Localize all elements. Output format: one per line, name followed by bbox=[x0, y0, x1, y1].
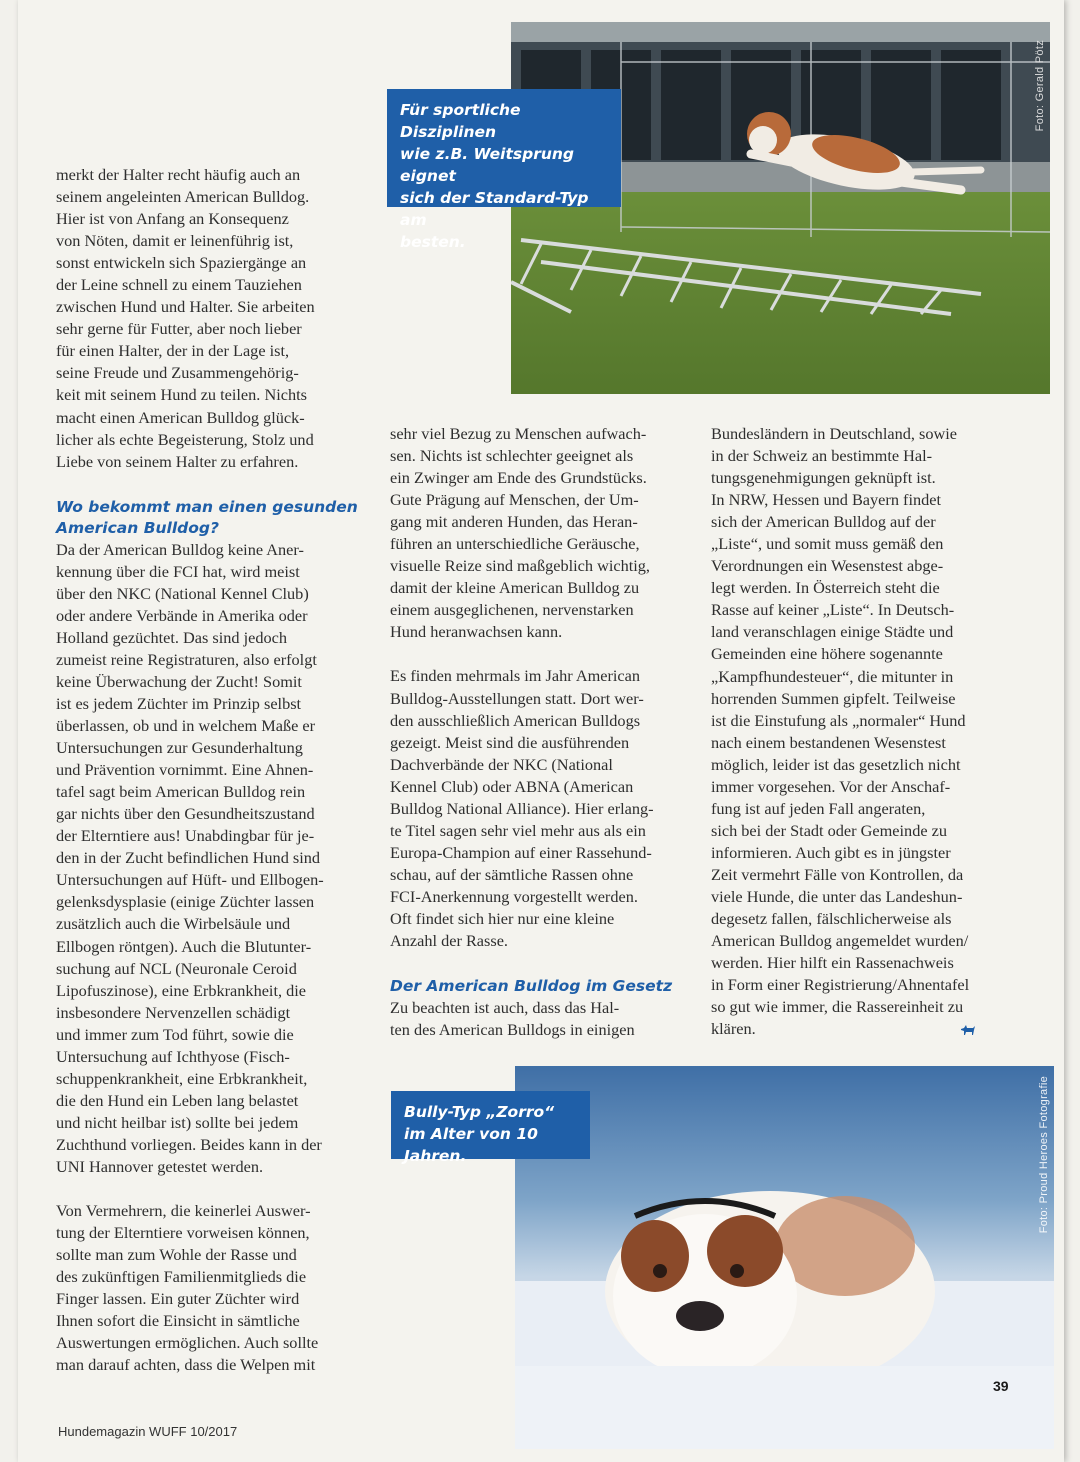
text-line: „Liste“, und somit muss gemäß den bbox=[711, 534, 944, 554]
text-line: schau, auf der sämtliche Rassen ohne bbox=[390, 864, 634, 884]
snow-bulldog-illustration bbox=[515, 1066, 1054, 1449]
text-line: Gute Prägung auf Menschen, der Um- bbox=[390, 490, 639, 510]
text-line: Finger lassen. Ein guter Züchter wird bbox=[56, 1289, 300, 1309]
caption-line: sich der Standard-Typ am bbox=[400, 189, 589, 229]
text-line: kennung über die FCI hat, wird meist bbox=[56, 561, 300, 581]
right-column bbox=[711, 423, 1011, 1042]
text-line: „Kampfhundesteuer“, die mitunter in bbox=[711, 666, 954, 686]
text-line: und Prävention vornimmt. Eine Ahnen- bbox=[56, 760, 314, 780]
text-line: für einen Halter, der in der Lage ist, bbox=[56, 341, 290, 361]
text-line: tungsgenehmigungen geknüpft ist. bbox=[711, 468, 936, 488]
text-line: in der Schweiz an bestimmte Hal- bbox=[711, 446, 933, 466]
text-line: Bulldog National Alliance). Hier erlang- bbox=[390, 798, 654, 818]
text-line: sehr gerne für Futter, aber noch lieber bbox=[56, 319, 302, 339]
text-line: sich der American Bulldog auf der bbox=[711, 512, 936, 532]
text-line: tafel sagt beim American Bulldog rein bbox=[56, 782, 306, 802]
section-heading: Der American Bulldog im Gesetz bbox=[390, 977, 673, 996]
snow-bulldog-photo bbox=[515, 1066, 1054, 1449]
text-line: informieren. Auch gibt es in jüngster bbox=[711, 842, 951, 862]
text-line: ten des American Bulldogs in einigen bbox=[390, 1020, 635, 1040]
text-line: über den NKC (National Kennel Club) bbox=[56, 583, 309, 603]
text-line: FCI-Anerkennung vorgestellt werden. bbox=[390, 886, 638, 906]
text-line: Zuchthund vorliegen. Beides kann in der bbox=[56, 1134, 322, 1154]
text-line: nach einem bestandenen Wesenstest bbox=[711, 732, 946, 752]
text-line: land veranschlagen einige Städte und bbox=[711, 622, 954, 642]
middle-column bbox=[390, 423, 690, 1041]
dog-silhouette-icon bbox=[960, 1020, 976, 1042]
text-line: den ausschließlich American Bulldogs bbox=[390, 710, 641, 730]
text-line: keine Überwachung der Zucht! Somit bbox=[56, 671, 302, 691]
paragraph bbox=[390, 997, 690, 1041]
text-line: immer vorgesehen. Vor der Anschaf- bbox=[711, 776, 951, 796]
paragraph bbox=[390, 665, 690, 952]
text-line: der Elterntiere aus! Unabdingbar für je- bbox=[56, 826, 315, 846]
text-line: In NRW, Hessen und Bayern findet bbox=[711, 490, 942, 510]
text-line: Hier ist von Anfang an Konsequenz bbox=[56, 209, 289, 229]
text-line: überlassen, ob und in welchem Maße er bbox=[56, 716, 316, 736]
text-line: ist es jedem Züchter im Prinzip selbst bbox=[56, 693, 302, 713]
paragraph bbox=[56, 539, 366, 1178]
text-line: möglich, leider ist das gesetzlich nicht bbox=[711, 754, 961, 774]
text-line: schuppenkrankheit, eine Erbkrankheit, bbox=[56, 1068, 308, 1088]
text-line: gelenksdysplasie (einige Züchter lassen bbox=[56, 892, 315, 912]
text-line: UNI Hannover getestet werden. bbox=[56, 1156, 264, 1176]
text-line: sich bei der Stadt oder Gemeinde zu bbox=[711, 820, 947, 840]
top-photo-caption bbox=[387, 89, 621, 251]
photo-credit: Foto: Gerald Pötz bbox=[1034, 40, 1046, 132]
text-line: ist die Einstufung als „normaler“ Hund bbox=[711, 710, 966, 730]
text-line: Zeit vermehrt Fälle von Kontrollen, da bbox=[711, 864, 964, 884]
text-line: Anzahl der Rasse. bbox=[390, 931, 508, 951]
text-line: licher als echte Begeisterung, Stolz und bbox=[56, 429, 314, 449]
paragraph bbox=[711, 423, 1011, 1042]
text-line: in Form einer Registrierung/Ahnentafel bbox=[711, 975, 970, 995]
text-line: fung ist auf jeden Fall angeraten, bbox=[711, 798, 926, 818]
caption-line: Für sportliche Disziplinen bbox=[400, 101, 521, 141]
text-line: American Bulldog angemeldet wurden/ bbox=[711, 931, 969, 951]
text-line: und nicht heilbar ist) sollte bei jedem bbox=[56, 1112, 299, 1132]
text-line: ein Zwinger am Ende des Grundstücks. bbox=[390, 468, 647, 488]
magazine-footer: Hundemagazin WUFF 10/2017 bbox=[58, 1424, 238, 1439]
caption-line: im Alter von 10 Jahren. bbox=[404, 1125, 538, 1165]
text-line: te Titel sagen sehr viel mehr aus als ein bbox=[390, 820, 646, 840]
text-line: Holland gezüchtet. Das sind jedoch bbox=[56, 627, 288, 647]
text-line: visuelle Reize sind maßgeblich wichtig, bbox=[390, 556, 650, 576]
text-line: die den Hund ein Leben lang belastet bbox=[56, 1090, 299, 1110]
text-line: Da der American Bulldog keine Aner- bbox=[56, 539, 304, 559]
text-line: und immer zum Tod führt, sowie die bbox=[56, 1024, 294, 1044]
text-line: oder andere Verbände in Amerika oder bbox=[56, 605, 308, 625]
text-line: gezeigt. Meist sind die ausführenden bbox=[390, 732, 630, 752]
text-line: Untersuchung auf Ichthyose (Fisch- bbox=[56, 1046, 290, 1066]
text-line: Ihnen sofort die Einsicht in sämtliche bbox=[56, 1311, 300, 1331]
text-line: gar nichts über den Gesundheitszustand bbox=[56, 804, 315, 824]
text-line: gang mit anderen Hunden, das Heran- bbox=[390, 512, 638, 532]
text-line: zumeist reine Registraturen, also erfolgt bbox=[56, 649, 317, 669]
paragraph bbox=[56, 164, 366, 473]
heading-line: Wo bekommt man einen gesunden bbox=[56, 497, 358, 516]
left-column bbox=[56, 164, 366, 1376]
text-line: Es finden mehrmals im Jahr American bbox=[390, 666, 641, 686]
text-line: den in der Zucht befindlichen Hund sind bbox=[56, 848, 321, 868]
text-line: legt werden. In Österreich steht die bbox=[711, 578, 940, 598]
text-line: Dachverbände der NKC (National bbox=[390, 754, 613, 774]
text-line: Lipofuszinose), eine Erbkrankheit, die bbox=[56, 980, 307, 1000]
text-line: Liebe von seinem Halter zu erfahren. bbox=[56, 451, 299, 471]
paragraph bbox=[56, 1200, 366, 1376]
text-line: des zukünftigen Familienmitglieds die bbox=[56, 1267, 307, 1287]
text-line: seinem angeleinten American Bulldog. bbox=[56, 187, 310, 207]
text-line: damit der kleine American Bulldog zu bbox=[390, 578, 640, 598]
section-heading bbox=[56, 497, 366, 539]
text-line: zwischen Hund und Halter. Sie arbeiten bbox=[56, 297, 315, 317]
text-line: Von Vermehrern, die keinerlei Auswer- bbox=[56, 1201, 311, 1221]
text-line: sonst entwickeln sich Spaziergänge an bbox=[56, 253, 307, 273]
text-line: einem ausgeglichenen, nervenstarken bbox=[390, 600, 634, 620]
bottom-photo-caption bbox=[391, 1091, 590, 1165]
text-line: Bundesländern in Deutschland, sowie bbox=[711, 424, 957, 443]
text-line: Ellbogen röntgen). Auch die Blutunter- bbox=[56, 936, 312, 956]
text-line: Kennel Club) oder ABNA (American bbox=[390, 776, 634, 796]
text-line: suchung auf NCL (Neuronale Ceroid bbox=[56, 958, 297, 978]
text-line: sollte man zum Wohle der Rasse und bbox=[56, 1245, 297, 1265]
text-line: zusätzlich auch die Wirbelsäule und bbox=[56, 914, 291, 934]
text-line: viele Hunde, die unter das Landeshun- bbox=[711, 886, 963, 906]
text-line: Rasse auf keiner „Liste“. In Deutsch- bbox=[711, 600, 955, 620]
text-line: Oft findet sich hier nur eine kleine bbox=[390, 908, 615, 928]
text-line: führen an unterschiedliche Geräusche, bbox=[390, 534, 640, 554]
text-line: werden. Hier hilft ein Rassenachweis bbox=[711, 953, 954, 973]
caption-line: Bully-Typ „Zorro“ bbox=[404, 1103, 555, 1121]
photo-credit: Foto: Proud Heroes Fotografie bbox=[1038, 1076, 1050, 1234]
text-line: keit mit seinem Hund zu teilen. Nichts bbox=[56, 385, 307, 405]
text-line: insbesondere Nervenzellen schädigt bbox=[56, 1002, 291, 1022]
text-line: Verordnungen ein Wesenstest abge- bbox=[711, 556, 944, 576]
page-number: 39 bbox=[993, 1378, 1009, 1394]
text-line: seine Freude und Zusammengehörig- bbox=[56, 363, 299, 383]
text-line: Bulldog-Ausstellungen statt. Dort wer- bbox=[390, 688, 644, 708]
text-line: der Leine schnell zu einem Tauziehen bbox=[56, 275, 302, 295]
text-line: sehr viel Bezug zu Menschen aufwach- bbox=[390, 424, 647, 443]
text-line: von Nöten, damit er leinenführig ist, bbox=[56, 231, 294, 251]
text-line: Untersuchungen zur Gesunderhaltung bbox=[56, 738, 303, 758]
text-line: Europa-Champion auf einer Rassehund- bbox=[390, 842, 652, 862]
text-line: Untersuchungen auf Hüft- und Ellbogen- bbox=[56, 870, 324, 890]
text-line: man darauf achten, dass die Welpen mit bbox=[56, 1355, 316, 1375]
caption-line: wie z.B. Weitsprung eignet bbox=[400, 145, 575, 185]
heading-line: American Bulldog? bbox=[56, 518, 219, 537]
text-line: tung der Elterntiere vorweisen können, bbox=[56, 1223, 310, 1243]
text-line: Hund heranwachsen kann. bbox=[390, 622, 563, 642]
text-line: sen. Nichts ist schlechter geeignet als bbox=[390, 446, 634, 466]
caption-line: besten. bbox=[400, 233, 466, 251]
text-line: so gut wie immer, die Rassereinheit zu bbox=[711, 997, 964, 1017]
text-line: Auswertungen ermöglichen. Auch sollte bbox=[56, 1333, 319, 1353]
text-line: horrenden Summen gipfelt. Teilweise bbox=[711, 688, 956, 708]
text-line: degesetz fallen, fälschlicherweise als bbox=[711, 909, 952, 929]
text-line: klären. bbox=[711, 1019, 756, 1039]
text-line: macht einen American Bulldog glück- bbox=[56, 407, 305, 427]
text-line: Zu beachten ist auch, dass das Hal- bbox=[390, 998, 620, 1018]
text-line: merkt der Halter recht häufig auch an bbox=[56, 165, 301, 184]
paragraph bbox=[390, 423, 690, 643]
text-line: Gemeinden eine höhere sogenannte bbox=[711, 644, 943, 664]
